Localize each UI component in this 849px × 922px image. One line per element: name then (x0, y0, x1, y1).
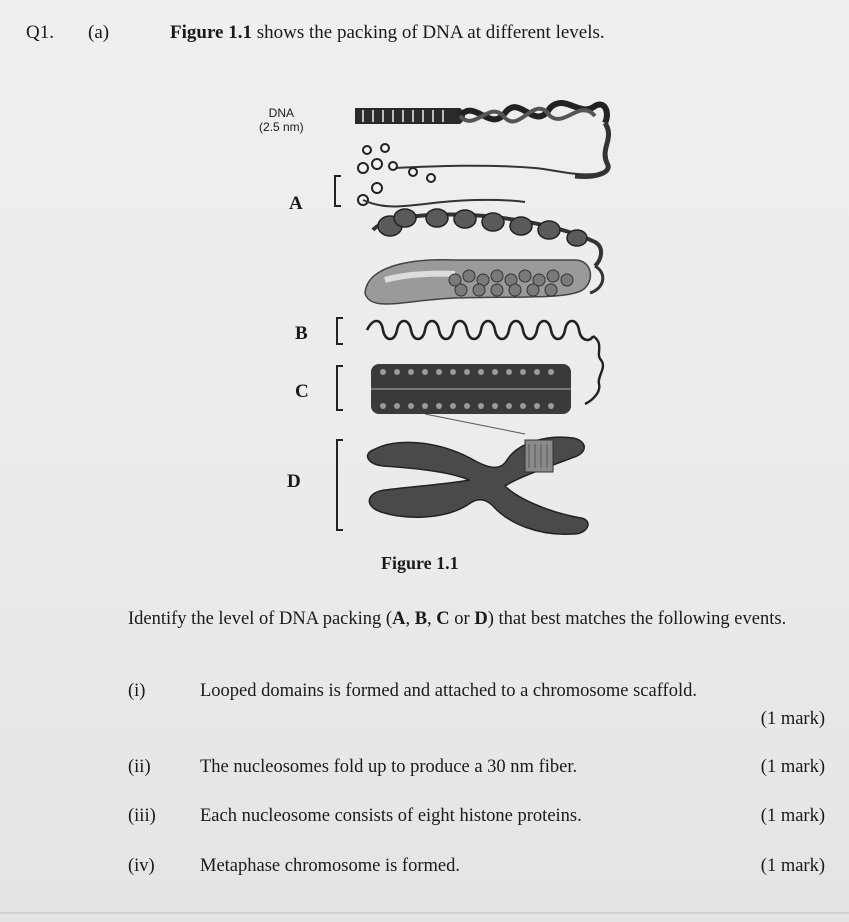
option-d: D (474, 609, 488, 629)
nucleosome-fiber (373, 209, 601, 266)
label-a: A (289, 193, 303, 214)
question-number: Q1. (26, 22, 54, 43)
question-intro (170, 22, 790, 44)
label-b: B (295, 323, 308, 344)
condensed-chromatin (371, 364, 571, 434)
item-ii-mark: (1 mark) (760, 757, 825, 777)
item-iv-mark: (1 mark) (760, 856, 825, 876)
dna-packing-figure (255, 88, 635, 538)
question-part: (a) (88, 22, 110, 43)
item-number: (ii) (128, 757, 151, 777)
item-text: Looped domains is formed and attached to a chromosome scaffold. (200, 681, 697, 701)
level-brackets (335, 176, 343, 530)
option-a: A (392, 609, 406, 629)
item-number: (iii) (128, 806, 156, 826)
option-c: C (436, 609, 450, 629)
item-i-mark: (1 mark) (760, 709, 825, 729)
page-edge (0, 912, 849, 914)
dna-packing-illustration (255, 88, 635, 538)
item-text: The nucleosomes fold up to produce a 30 nm fiber. (200, 757, 578, 777)
chromatin-fiber-30nm (365, 260, 603, 304)
item-text: Each nucleosome consists of eight histone proteins. (200, 806, 582, 826)
instruction-text: Identify the level of DNA packing (A, B, C or D) that best matches the following events. (128, 609, 787, 629)
item-text: Metaphase chromosome is formed. (200, 856, 460, 876)
metaphase-chromosome (368, 437, 588, 534)
item-number: (iv) (128, 856, 155, 876)
beads-on-string (358, 144, 595, 207)
label-c: C (295, 381, 309, 402)
figure-caption: Figure 1.1 (381, 553, 459, 573)
option-b: B (414, 609, 428, 629)
figure-reference: Figure 1.1 (170, 22, 252, 43)
dna-label: DNA (2.5 nm) (259, 106, 304, 134)
item-iii-mark: (1 mark) (760, 806, 825, 826)
question-intro-text: shows the packing of DNA at different levels. (251, 22, 605, 43)
item-number: (i) (128, 681, 146, 701)
label-d: D (287, 471, 301, 492)
